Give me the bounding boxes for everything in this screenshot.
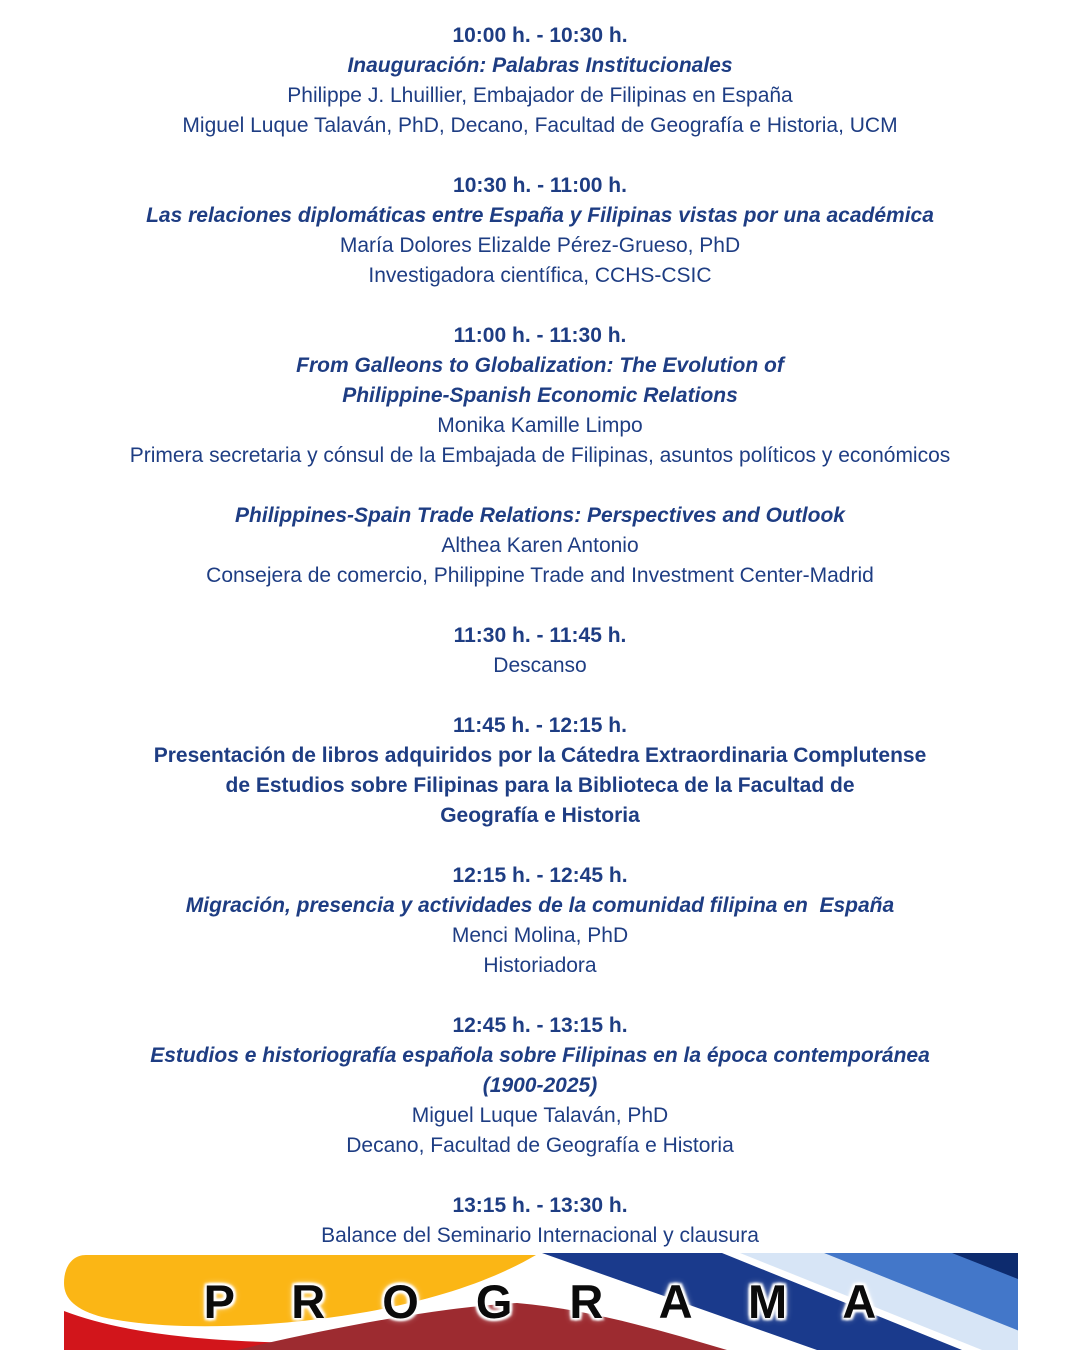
session-time: 10:00 h. - 10:30 h. <box>452 24 628 47</box>
session-title: Presentación de libros adquiridos por la Cátedra Extraordinaria Complutense <box>153 744 927 767</box>
program-block <box>0 1011 1080 1161</box>
program-block <box>0 21 1080 141</box>
session-title: Philippine-Spanish Economic Relations <box>342 384 738 407</box>
speaker-name: Philippe J. Lhuillier, Embajador de Filipinas en España <box>287 84 793 107</box>
session-time: 12:45 h. - 13:15 h. <box>452 1014 628 1037</box>
speaker-role: Decano, Facultad de Geografía e Historia <box>346 1134 734 1157</box>
session-title: de Estudios sobre Filipinas para la Biblioteca de la Facultad de <box>225 774 855 797</box>
program-block <box>0 861 1080 981</box>
session-title: From Galleons to Globalization: The Evolution of <box>296 354 784 377</box>
program-block <box>0 1191 1080 1251</box>
session-time: 13:15 h. - 13:30 h. <box>452 1194 628 1217</box>
speaker-role: Investigadora científica, CCHS-CSIC <box>368 264 712 287</box>
program-banner <box>62 1253 1018 1350</box>
speaker-role: Historiadora <box>483 954 597 977</box>
program-block <box>0 171 1080 291</box>
session-label: Descanso <box>493 654 587 677</box>
session-title: Philippines-Spain Trade Relations: Perspectives and Outlook <box>235 504 845 527</box>
session-title: Migración, presencia y actividades de la comunidad filipina en España <box>185 894 895 917</box>
session-time: 11:45 h. - 12:15 h. <box>453 714 627 737</box>
program-block <box>0 501 1080 591</box>
program-block <box>0 711 1080 831</box>
banner-title: P R O G R A M A <box>203 1275 899 1328</box>
session-time: 11:30 h. - 11:45 h. <box>453 624 627 647</box>
speaker-name: Althea Karen Antonio <box>441 534 639 557</box>
session-time: 12:15 h. - 12:45 h. <box>452 864 628 887</box>
session-title: Estudios e historiografía española sobre Filipinas en la época contemporánea <box>150 1044 930 1067</box>
session-label: Balance del Seminario Internacional y clausura <box>321 1224 759 1247</box>
session-title: (1900-2025) <box>482 1074 598 1097</box>
speaker-name: Miguel Luque Talaván, PhD, Decano, Facultad de Geografía e Historia, UCM <box>182 114 898 137</box>
speaker-role: Primera secretaria y cónsul de la Embajada de Filipinas, asuntos políticos y económicos <box>129 444 951 467</box>
speaker-name: Menci Molina, PhD <box>451 924 629 947</box>
speaker-name: Miguel Luque Talaván, PhD <box>411 1104 669 1127</box>
program-block <box>0 321 1080 471</box>
speaker-role: Consejera de comercio, Philippine Trade and Investment Center-Madrid <box>206 564 874 587</box>
session-time: 10:30 h. - 11:00 h. <box>453 174 627 197</box>
session-time: 11:00 h. - 11:30 h. <box>453 324 627 347</box>
session-title: Las relaciones diplomáticas entre España y Filipinas vistas por una académica <box>146 204 934 227</box>
speaker-name: María Dolores Elizalde Pérez-Grueso, PhD <box>339 234 741 257</box>
session-title: Inauguración: Palabras Institucionales <box>347 54 733 77</box>
speaker-name: Monika Kamille Limpo <box>437 414 643 437</box>
session-title: Geografía e Historia <box>440 804 640 827</box>
program-block <box>0 621 1080 681</box>
